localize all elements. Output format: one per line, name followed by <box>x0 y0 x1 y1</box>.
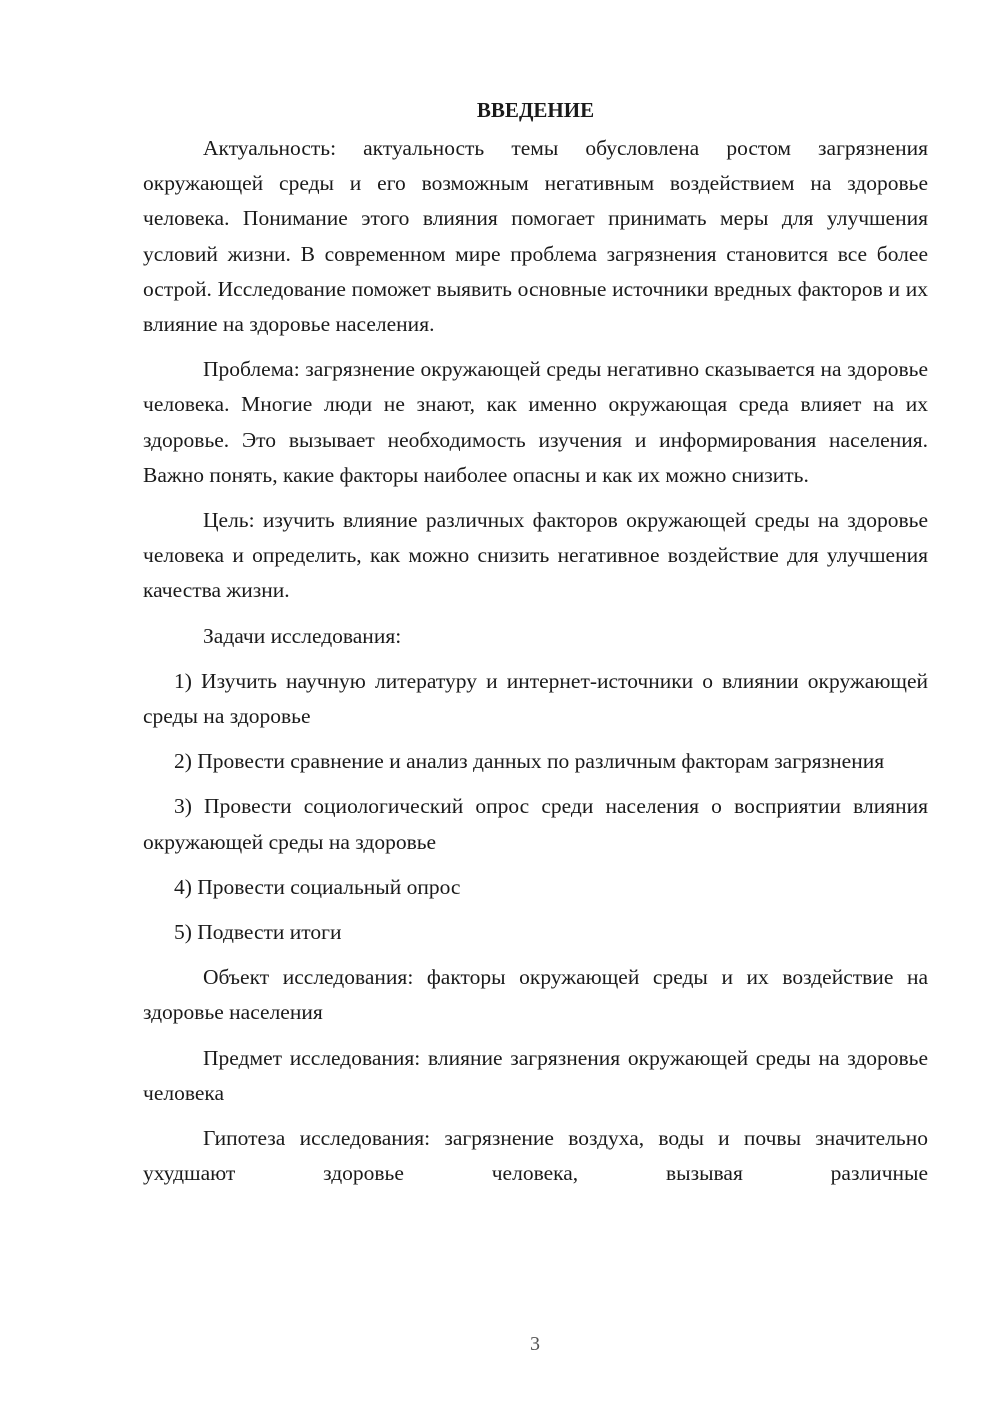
paragraph-subject: Предмет исследования: влияние загрязнения окружающей среды на здоровье человека <box>143 1045 928 1105</box>
paragraph-hypothesis: Гипотеза исследования: загрязнение воздуха, воды и почвы значительно ухудшают здоровье человека, вызывая различные <box>143 1126 928 1186</box>
task-item-5: 5) Подвести итоги <box>174 920 342 945</box>
task-item-3: 3) Провести социологический опрос среди населения о восприятии влияния окружающей среды на здоровье <box>143 794 928 854</box>
paragraph-goal: Цель: изучить влияние различных факторов окружающей среды на здоровье человека и определить, как можно снизить негативное воздействие для улучшения качества жизни. <box>143 508 928 603</box>
task-item-4: 4) Провести социальный опрос <box>174 874 461 899</box>
paragraph-object: Объект исследования: факторы окружающей среды и их воздействие на здоровье населения <box>143 965 928 1025</box>
page-title: ВВЕДЕНИЕ <box>476 98 595 122</box>
page-content <box>143 91 928 1201</box>
paragraph-relevance: Актуальность: актуальность темы обусловлена ростом загрязнения окружающей среды и его возможным негативным воздействием на здоровье человека. Понимание этого влияния помогает принимать меры для улучшения условий жизни. В современном мире проблема загрязнения становится все более острой. Исследование поможет выявить основные источники вредных факторов и их влияние на здоровье населения. <box>143 136 928 337</box>
paragraph-tasks-heading: Задачи исследования: <box>203 623 402 648</box>
task-item-1: 1) Изучить научную литературу и интернет-источники о влиянии окружающей среды на здоровье <box>143 668 928 729</box>
page-number: 3 <box>530 1333 540 1355</box>
task-item-2: 2) Провести сравнение и анализ данных по различным факторам загрязнения <box>174 749 885 774</box>
paragraph-problem: Проблема: загрязнение окружающей среды негативно сказывается на здоровье человека. Многие люди не знают, как именно окружающая среда влияет на их здоровье. Это вызывает необходимость изучения и информирования населения. Важно понять, какие факторы наиболее опасны и как их можно снизить. <box>143 357 928 487</box>
